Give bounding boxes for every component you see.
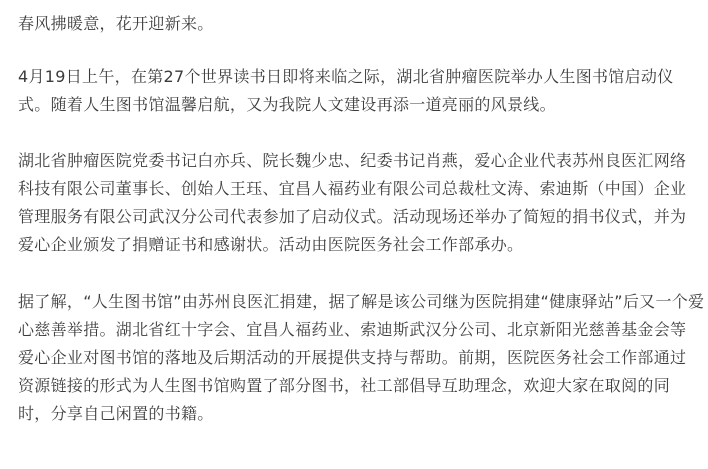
text-line: 心慈善举措。湖北省红十字会、宜昌人福药业、索迪斯武汉分公司、北京新阳光慈善基金会等 (18, 320, 687, 339)
text-line: 管理服务有限公司武汉分公司代表参加了启动仪式。活动现场还举办了简短的捐书仪式，并为 (18, 207, 687, 226)
article-body (18, 10, 705, 428)
paragraph-spacer (18, 38, 696, 63)
text-line: 春风拂暖意，花开迎新来。 (18, 14, 214, 33)
text-line: 4月19日上午，在第27个世界读书日即将来临之际，湖北省肿瘤医院举办人生图书馆启动仪 (18, 67, 674, 86)
text-line: 资源链接的形式为人生图书馆购置了部分图书，社工部倡导互助理念，欢迎大家在取阅的同 (18, 376, 671, 395)
paragraph-background (18, 288, 705, 428)
text-line: 湖北省肿瘤医院党委书记白亦兵、院长魏少忠、纪委书记肖燕，爱心企业代表苏州良医汇网络 (18, 151, 687, 170)
text-line: 据了解，“人生图书馆”由苏州良医汇捐建，据了解是该公司继为医院捐建“健康驿站”后又一个爱 (18, 292, 705, 311)
paragraph-spacer (18, 259, 696, 288)
text-line: 科技有限公司董事长、创始人王珏、宜昌人福药业有限公司总裁杜文涛、索迪斯（中国）企业 (18, 179, 687, 198)
paragraph-event-announcement (18, 63, 696, 119)
text-line: 爱心企业颁发了捐赠证书和感谢状。活动由医院医务社会工作部承办。 (18, 235, 524, 254)
text-line: 爱心企业对图书馆的落地及后期活动的开展提供支持与帮助。前期，医院医务社会工作部通过 (18, 348, 687, 367)
text-line: 式。随着人生图书馆温馨启航，又为我院人文建设再添一道亮丽的风景线。 (18, 95, 556, 114)
paragraph-intro (18, 10, 696, 38)
paragraph-spacer (18, 119, 696, 147)
text-line: 时，分享自己闲置的书籍。 (18, 404, 214, 423)
paragraph-attendees (18, 147, 696, 259)
